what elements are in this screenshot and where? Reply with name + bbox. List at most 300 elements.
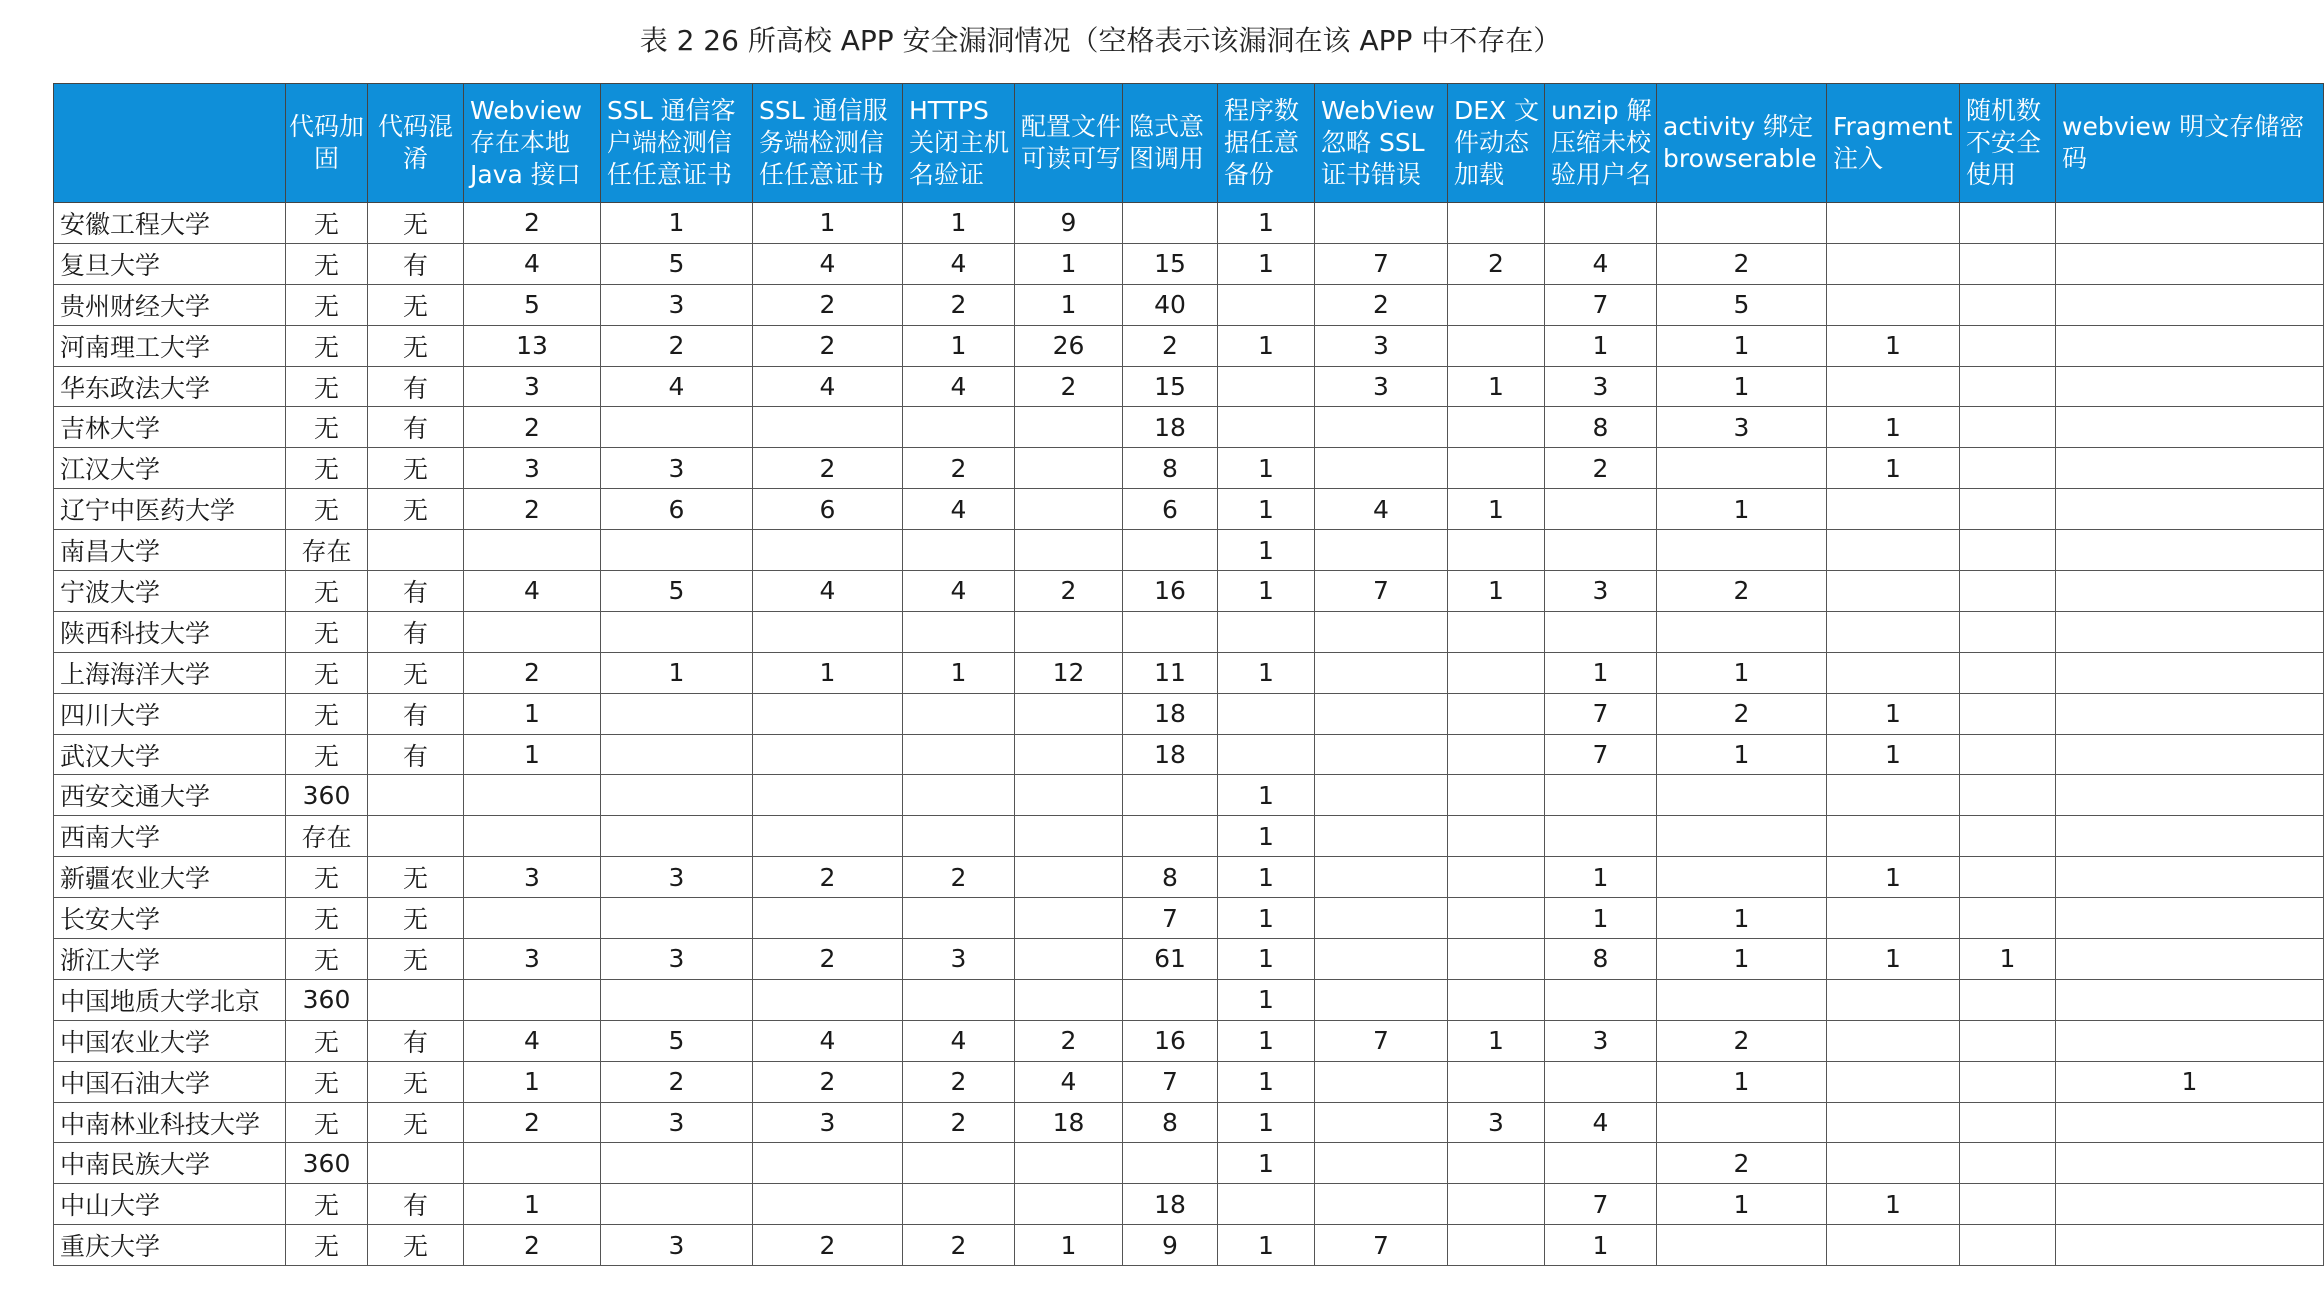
table-cell [753, 734, 903, 775]
table-cell: 2 [464, 1225, 601, 1266]
table-cell: 1 [1218, 1102, 1315, 1143]
table-cell: 2 [464, 652, 601, 693]
table-cell: 3 [464, 366, 601, 407]
table-cell: 无 [286, 407, 368, 448]
table-row [54, 652, 2324, 693]
table-cell [1315, 448, 1448, 489]
table-cell [1545, 1143, 1657, 1184]
table-cell [1657, 775, 1827, 816]
table-cell: 有 [368, 407, 464, 448]
table-cell: 2 [464, 407, 601, 448]
table-cell: 1 [1218, 652, 1315, 693]
table-cell: 1 [464, 734, 601, 775]
table-cell [753, 979, 903, 1020]
table-cell: 4 [903, 1020, 1015, 1061]
table-cell [1448, 816, 1545, 857]
table-cell: 1 [1218, 489, 1315, 530]
table-row [54, 243, 2324, 284]
table-cell: 4 [464, 243, 601, 284]
table-cell: 2 [903, 1061, 1015, 1102]
table-cell: 1 [1545, 652, 1657, 693]
table-cell [1545, 816, 1657, 857]
table-cell: 2 [1657, 571, 1827, 612]
table-cell: 7 [1315, 243, 1448, 284]
table-cell [1015, 1184, 1123, 1225]
table-cell: 4 [753, 366, 903, 407]
table-cell [1448, 775, 1545, 816]
table-cell [1448, 857, 1545, 898]
table-cell [1015, 734, 1123, 775]
table-cell: 4 [753, 1020, 903, 1061]
table-cell [903, 979, 1015, 1020]
table-cell: 1 [1827, 1184, 1960, 1225]
header-webview-ssl-ignore: WebView 忽略 SSL 证书错误 [1315, 84, 1448, 203]
school-name-cell: 贵州财经大学 [54, 284, 286, 325]
table-cell: 2 [903, 1102, 1015, 1143]
table-cell: 40 [1123, 284, 1218, 325]
table-cell [1657, 857, 1827, 898]
table-cell: 18 [1015, 1102, 1123, 1143]
table-cell [753, 611, 903, 652]
table-cell: 1 [1657, 652, 1827, 693]
table-cell [368, 775, 464, 816]
table-cell [1315, 407, 1448, 448]
table-cell [1123, 1143, 1218, 1184]
table-cell [903, 1143, 1015, 1184]
table-cell [903, 611, 1015, 652]
table-cell [1448, 1225, 1545, 1266]
table-cell [2056, 979, 2324, 1020]
table-cell [1545, 489, 1657, 530]
table-cell: 2 [1657, 1020, 1827, 1061]
table-row [54, 489, 2324, 530]
table-cell: 1 [1827, 693, 1960, 734]
table-cell [903, 407, 1015, 448]
table-cell: 无 [368, 1225, 464, 1266]
table-cell [1960, 325, 2056, 366]
table-cell: 1 [753, 652, 903, 693]
table-cell: 1 [1015, 1225, 1123, 1266]
table-cell [1545, 775, 1657, 816]
school-name-cell: 南昌大学 [54, 530, 286, 571]
table-cell: 2 [464, 203, 601, 244]
school-name-cell: 西安交通大学 [54, 775, 286, 816]
header-code-hardening: 代码加固 [286, 84, 368, 203]
table-cell: 1 [1657, 939, 1827, 980]
table-cell: 有 [368, 366, 464, 407]
table-cell: 2 [1657, 693, 1827, 734]
table-cell: 3 [753, 1102, 903, 1143]
table-cell [1448, 530, 1545, 571]
table-body [54, 203, 2324, 1266]
table-cell: 1 [1015, 284, 1123, 325]
table-cell [1960, 1184, 2056, 1225]
table-cell [1315, 898, 1448, 939]
table-cell [2056, 325, 2324, 366]
table-cell [1015, 775, 1123, 816]
table-cell: 1 [1545, 1225, 1657, 1266]
school-name-cell: 重庆大学 [54, 1225, 286, 1266]
table-cell [464, 979, 601, 1020]
table-cell: 无 [286, 489, 368, 530]
table-cell: 2 [753, 857, 903, 898]
table-cell: 2 [1657, 243, 1827, 284]
table-cell: 8 [1123, 448, 1218, 489]
table-cell: 无 [286, 571, 368, 612]
table-cell: 4 [601, 366, 753, 407]
table-cell: 7 [1123, 898, 1218, 939]
table-cell [2056, 203, 2324, 244]
table-cell: 3 [601, 448, 753, 489]
table-cell [1015, 857, 1123, 898]
table-row [54, 1143, 2324, 1184]
table-cell [1827, 1061, 1960, 1102]
table-cell: 360 [286, 979, 368, 1020]
table-cell [601, 530, 753, 571]
table-cell [1123, 611, 1218, 652]
table-cell [1218, 366, 1315, 407]
table-cell: 2 [753, 1061, 903, 1102]
table-cell: 18 [1123, 407, 1218, 448]
table-cell: 2 [903, 284, 1015, 325]
table-cell: 15 [1123, 366, 1218, 407]
table-cell [1448, 693, 1545, 734]
table-row [54, 693, 2324, 734]
school-name-cell: 四川大学 [54, 693, 286, 734]
table-cell: 4 [753, 571, 903, 612]
table-cell: 3 [1315, 325, 1448, 366]
table-cell [1827, 652, 1960, 693]
table-cell: 无 [368, 857, 464, 898]
table-cell [1960, 857, 2056, 898]
table-cell: 1 [1218, 1225, 1315, 1266]
table-cell: 1 [1657, 366, 1827, 407]
school-name-cell: 中南林业科技大学 [54, 1102, 286, 1143]
table-cell: 1 [464, 1184, 601, 1225]
table-row [54, 734, 2324, 775]
table-cell: 1 [1218, 203, 1315, 244]
table-cell [1657, 448, 1827, 489]
table-cell [1827, 611, 1960, 652]
table-cell: 3 [903, 939, 1015, 980]
table-cell: 1 [1448, 366, 1545, 407]
table-cell [1827, 1225, 1960, 1266]
table-cell [464, 530, 601, 571]
table-cell: 7 [1545, 1184, 1657, 1225]
table-row [54, 1102, 2324, 1143]
table-cell [601, 734, 753, 775]
table-cell: 3 [601, 284, 753, 325]
table-cell [1015, 979, 1123, 1020]
table-cell: 360 [286, 1143, 368, 1184]
table-cell: 1 [753, 203, 903, 244]
school-name-cell: 陕西科技大学 [54, 611, 286, 652]
header-activity-browserable: activity 绑定 browserable [1657, 84, 1827, 203]
table-cell [1315, 611, 1448, 652]
table-cell [1827, 366, 1960, 407]
table-cell [2056, 939, 2324, 980]
table-cell: 3 [1545, 1020, 1657, 1061]
table-cell [1827, 284, 1960, 325]
table-cell [1448, 1184, 1545, 1225]
table-cell [1827, 203, 1960, 244]
table-cell: 2 [464, 1102, 601, 1143]
table-cell [753, 693, 903, 734]
table-row [54, 979, 2324, 1020]
table-cell: 4 [903, 489, 1015, 530]
table-cell [2056, 448, 2324, 489]
table-cell [1960, 652, 2056, 693]
table-cell [1960, 1225, 2056, 1266]
table-cell: 16 [1123, 1020, 1218, 1061]
table-cell [1960, 530, 2056, 571]
table-cell [1315, 1143, 1448, 1184]
table-cell: 5 [601, 1020, 753, 1061]
table-cell: 3 [464, 448, 601, 489]
table-cell: 1 [1827, 939, 1960, 980]
table-cell [1015, 611, 1123, 652]
table-cell [1827, 816, 1960, 857]
table-cell: 有 [368, 1020, 464, 1061]
table-cell: 无 [368, 898, 464, 939]
table-cell [2056, 489, 2324, 530]
table-cell [1315, 857, 1448, 898]
table-cell [1827, 898, 1960, 939]
table-cell: 7 [1315, 571, 1448, 612]
table-cell: 61 [1123, 939, 1218, 980]
table-cell [903, 734, 1015, 775]
table-cell [903, 530, 1015, 571]
table-cell [1448, 1143, 1545, 1184]
table-cell: 1 [1218, 243, 1315, 284]
school-name-cell: 武汉大学 [54, 734, 286, 775]
table-cell [1448, 652, 1545, 693]
school-name-cell: 中南民族大学 [54, 1143, 286, 1184]
table-cell [1827, 571, 1960, 612]
table-cell [1960, 203, 2056, 244]
table-cell: 2 [753, 939, 903, 980]
header-dex-dynamic-load: DEX 文件动态加载 [1448, 84, 1545, 203]
table-cell: 6 [1123, 489, 1218, 530]
table-cell: 1 [601, 652, 753, 693]
table-cell: 4 [903, 571, 1015, 612]
table-cell: 1 [1545, 325, 1657, 366]
school-name-cell: 宁波大学 [54, 571, 286, 612]
school-name-cell: 新疆农业大学 [54, 857, 286, 898]
table-cell: 4 [1015, 1061, 1123, 1102]
table-cell: 1 [1657, 898, 1827, 939]
table-cell: 无 [286, 1102, 368, 1143]
table-cell: 3 [601, 857, 753, 898]
table-cell [2056, 407, 2324, 448]
table-cell [1015, 898, 1123, 939]
table-cell: 1 [1960, 939, 2056, 980]
vulnerability-table [53, 83, 2324, 1266]
table-cell [1315, 816, 1448, 857]
table-cell: 2 [753, 325, 903, 366]
table-cell [1960, 571, 2056, 612]
table-cell [1827, 775, 1960, 816]
table-cell [1218, 734, 1315, 775]
table-cell [1218, 284, 1315, 325]
table-cell [2056, 571, 2324, 612]
table-cell [1315, 1102, 1448, 1143]
table-cell: 2 [753, 284, 903, 325]
table-cell [753, 1184, 903, 1225]
table-cell [601, 1143, 753, 1184]
table-cell [1315, 203, 1448, 244]
table-cell [2056, 530, 2324, 571]
table-cell [1545, 611, 1657, 652]
table-cell: 1 [1218, 325, 1315, 366]
table-cell: 1 [464, 693, 601, 734]
table-cell [2056, 284, 2324, 325]
header-ssl-client-cert: SSL 通信客户端检测信任任意证书 [601, 84, 753, 203]
table-cell: 无 [286, 611, 368, 652]
school-name-cell: 上海海洋大学 [54, 652, 286, 693]
table-cell: 2 [1015, 571, 1123, 612]
table-cell [1960, 979, 2056, 1020]
table-cell [1448, 898, 1545, 939]
table-cell: 4 [1315, 489, 1448, 530]
table-cell: 2 [601, 325, 753, 366]
table-cell: 有 [368, 611, 464, 652]
table-cell: 2 [753, 448, 903, 489]
table-cell [753, 816, 903, 857]
table-cell: 4 [903, 366, 1015, 407]
table-cell: 3 [464, 939, 601, 980]
header-ssl-server-cert: SSL 通信服务端检测信任任意证书 [753, 84, 903, 203]
table-row [54, 325, 2324, 366]
table-row [54, 939, 2324, 980]
table-cell: 3 [1315, 366, 1448, 407]
table-cell [1315, 979, 1448, 1020]
table-cell: 5 [601, 571, 753, 612]
school-name-cell: 中国农业大学 [54, 1020, 286, 1061]
table-cell [1657, 1225, 1827, 1266]
table-cell [464, 1143, 601, 1184]
vulnerability-table-container [53, 83, 2305, 1280]
table-cell [903, 898, 1015, 939]
table-cell: 4 [464, 571, 601, 612]
table-cell [1448, 448, 1545, 489]
table-cell: 1 [1015, 243, 1123, 284]
table-cell [1448, 407, 1545, 448]
table-cell [1960, 898, 2056, 939]
school-name-cell: 长安大学 [54, 898, 286, 939]
table-cell: 2 [1015, 1020, 1123, 1061]
table-cell [368, 530, 464, 571]
table-cell: 无 [286, 1020, 368, 1061]
table-cell [1448, 325, 1545, 366]
table-cell [1448, 203, 1545, 244]
table-cell [2056, 1020, 2324, 1061]
school-name-cell: 中山大学 [54, 1184, 286, 1225]
table-cell: 无 [286, 448, 368, 489]
school-name-cell: 安徽工程大学 [54, 203, 286, 244]
table-row [54, 203, 2324, 244]
table-row [54, 1020, 2324, 1061]
table-cell: 存在 [286, 816, 368, 857]
table-cell: 1 [1827, 407, 1960, 448]
table-cell: 无 [286, 366, 368, 407]
table-cell: 有 [368, 734, 464, 775]
school-name-cell: 华东政法大学 [54, 366, 286, 407]
table-cell [1015, 448, 1123, 489]
table-cell [368, 816, 464, 857]
header-data-backup: 程序数据任意备份 [1218, 84, 1315, 203]
table-cell: 1 [1827, 448, 1960, 489]
school-name-cell: 西南大学 [54, 816, 286, 857]
table-cell: 1 [1218, 530, 1315, 571]
table-cell: 1 [1218, 1061, 1315, 1102]
table-cell: 无 [286, 939, 368, 980]
table-cell [1123, 816, 1218, 857]
table-cell: 18 [1123, 734, 1218, 775]
table-cell: 9 [1123, 1225, 1218, 1266]
table-cell: 1 [601, 203, 753, 244]
table-cell: 无 [286, 734, 368, 775]
table-cell [368, 1143, 464, 1184]
table-cell: 1 [1448, 489, 1545, 530]
table-cell: 4 [1545, 243, 1657, 284]
table-cell: 2 [1015, 366, 1123, 407]
table-cell: 7 [1545, 284, 1657, 325]
table-cell: 1 [903, 652, 1015, 693]
table-cell: 2 [1657, 1143, 1827, 1184]
table-row [54, 448, 2324, 489]
table-cell [1827, 530, 1960, 571]
table-cell: 4 [1545, 1102, 1657, 1143]
table-cell: 6 [601, 489, 753, 530]
table-cell: 1 [1657, 734, 1827, 775]
table-cell [601, 979, 753, 1020]
table-cell [601, 898, 753, 939]
table-cell [2056, 1102, 2324, 1143]
table-cell [753, 775, 903, 816]
table-cell [464, 898, 601, 939]
table-cell [2056, 366, 2324, 407]
table-cell [1545, 530, 1657, 571]
table-cell [601, 816, 753, 857]
table-cell [1015, 816, 1123, 857]
table-cell [1827, 243, 1960, 284]
table-cell [2056, 693, 2324, 734]
table-cell: 无 [286, 1061, 368, 1102]
table-cell [1123, 979, 1218, 1020]
table-cell [1960, 1061, 2056, 1102]
table-cell: 1 [1827, 325, 1960, 366]
table-cell [464, 816, 601, 857]
table-cell [1315, 734, 1448, 775]
table-cell: 13 [464, 325, 601, 366]
table-cell: 7 [1545, 693, 1657, 734]
table-cell: 4 [903, 243, 1015, 284]
header-config-rw: 配置文件可读可写 [1015, 84, 1123, 203]
table-row [54, 366, 2324, 407]
table-cell [1960, 243, 2056, 284]
table-cell [601, 693, 753, 734]
table-cell: 7 [1315, 1225, 1448, 1266]
table-cell: 12 [1015, 652, 1123, 693]
table-cell: 无 [286, 284, 368, 325]
table-cell: 3 [601, 1102, 753, 1143]
table-row [54, 571, 2324, 612]
table-cell [1960, 734, 2056, 775]
table-cell: 1 [1218, 898, 1315, 939]
table-cell: 5 [464, 284, 601, 325]
school-name-cell: 河南理工大学 [54, 325, 286, 366]
